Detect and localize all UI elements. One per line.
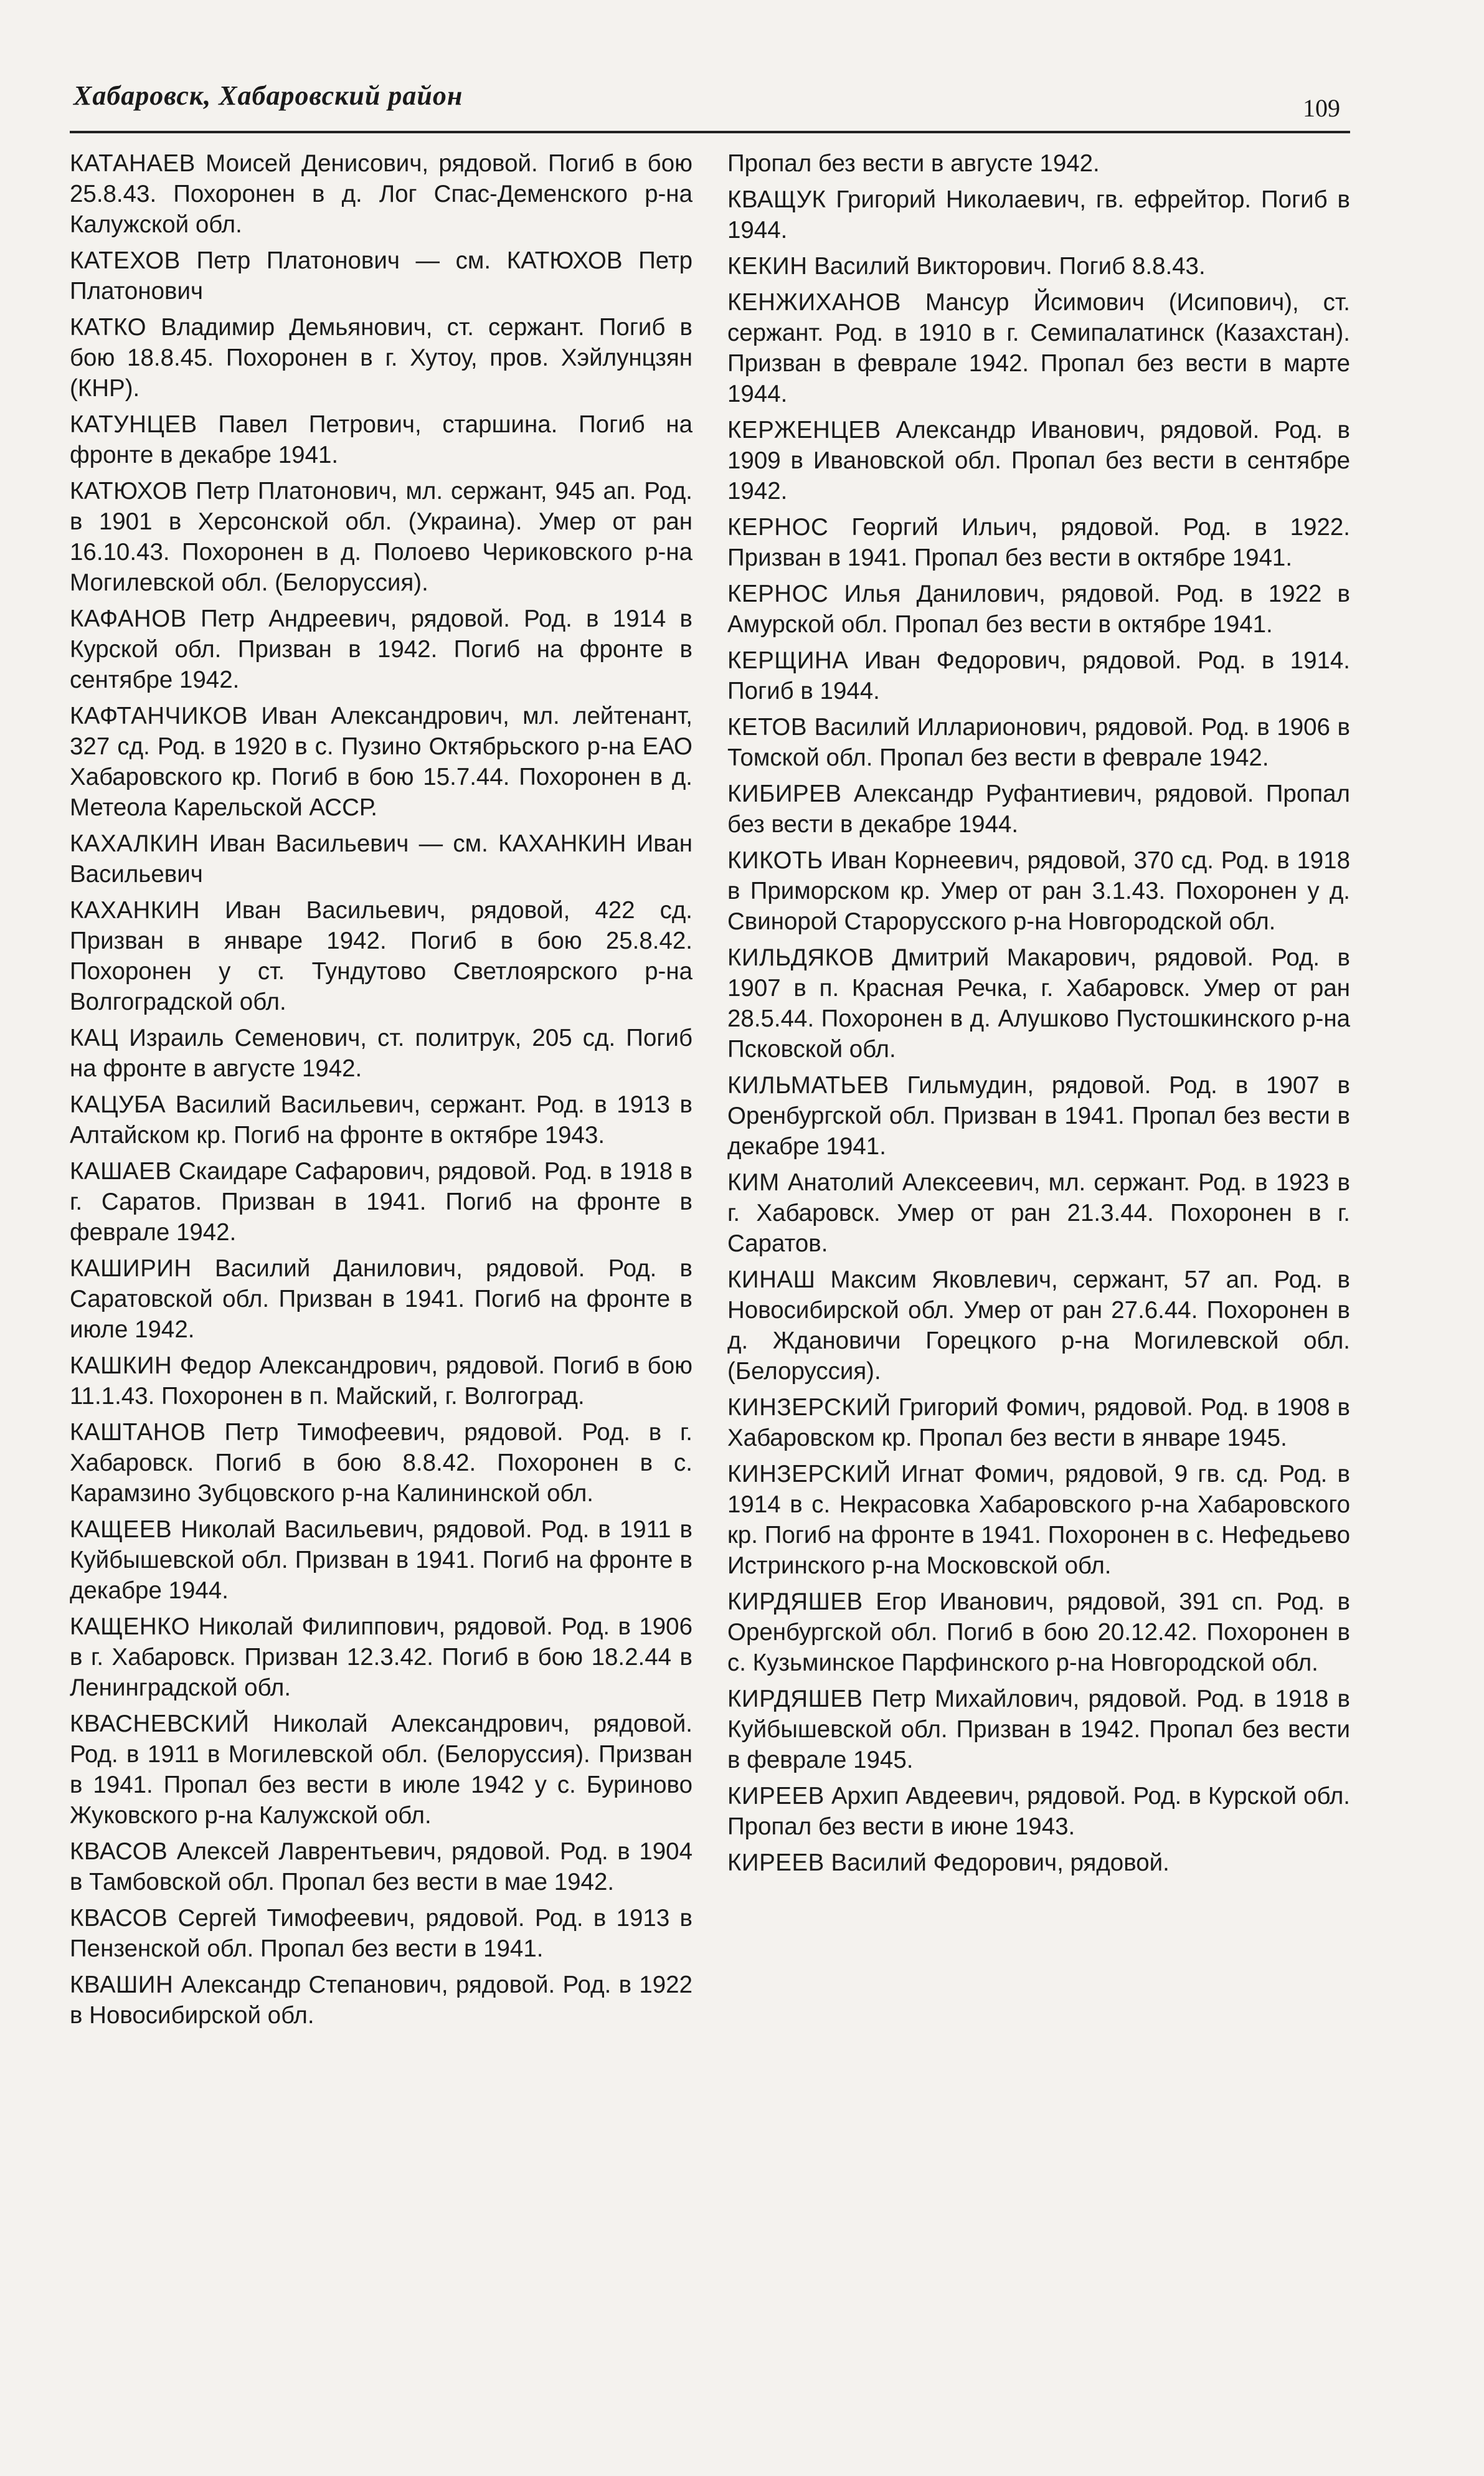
entry-surname: КВАСНЕВСКИЙ (70, 1710, 250, 1737)
entry (70, 409, 692, 470)
entry (727, 184, 1350, 245)
entry (70, 895, 692, 1017)
entry (727, 1848, 1350, 1878)
entry-text: Иван Александрович, мл. лейтенант, 327 сд. Род. в 1920 в с. Пузино Октябрьского р-на ЕАО Хабаровского кр. Погиб в бою 15.7.44. Похоронен в д. Метеола Карельской АССР. (70, 703, 692, 821)
entry (727, 1070, 1350, 1162)
entry (727, 287, 1350, 409)
entry-text: Скаидаре Сафарович, рядовой. Род. в 1918 в г. Саратов. Призван в 1941. Погиб на фронте в феврале 1942. (70, 1158, 693, 1246)
entry (727, 779, 1350, 840)
entry-surname: КЕНЖИХАНОВ (727, 289, 901, 316)
entry (727, 148, 1350, 179)
entry-surname: КАШАЕВ (70, 1158, 172, 1185)
entry-text: Павел Петрович, старшина. Погиб на фронте в декабре 1941. (70, 411, 692, 468)
entry-text: Алексей Лаврентьевич, рядовой. Род. в 1904 в Тамбовской обл. Пропал без вести в мае 1942. (70, 1838, 692, 1895)
entry-surname: КЕРЖЕНЦЕВ (727, 417, 881, 443)
entry-text: Петр Тимофеевич, рядовой. Род. в г. Хабаровск. Погиб в бою 8.8.42. Похоронен в с. Карамзино Зубцовского р-на Калининской обл. (70, 1419, 692, 1507)
entry (727, 415, 1350, 506)
entry-text: Иван Корнеевич, рядовой, 370 сд. Род. в 1918 в Приморском кр. Умер от ран 3.1.43. Похоронен у д. Свинорой Старорусского р-на Новгородской обл. (727, 847, 1350, 935)
entry (70, 1514, 692, 1606)
entry-text: Петр Платонович — см. КАТЮХОВ Петр Платонович (70, 247, 692, 305)
entry-surname: КВАСОВ (70, 1905, 168, 1932)
entry-text: Егор Иванович, рядовой, 391 сп. Род. в Оренбургской обл. Погиб в бою 20.12.42. Похоронен в с. Кузьминское Парфинского р-на Новгородской обл. (727, 1588, 1350, 1676)
entry-text: Александр Степанович, рядовой. Род. в 1922 в Новосибирской обл. (70, 1971, 692, 2029)
entry-text: Петр Платонович, мл. сержант, 945 ап. Род. в 1901 в Херсонской обл. (Украина). Умер от ран 16.10.43. Похоронен в д. Полоево Чериковского р-на Могилевской обл. (Белоруссия). (70, 478, 692, 596)
entry-text: Федор Александрович, рядовой. Погиб в бою 11.1.43. Похоронен в п. Майский, г. Волгоград. (70, 1352, 692, 1410)
entry-surname: КЕТОВ (727, 714, 808, 741)
entry-surname: КИРЕЕВ (727, 1783, 825, 1810)
entry-surname: КИНЗЕРСКИЙ (727, 1394, 891, 1421)
entry-surname: КАХАНКИН (70, 897, 201, 924)
entry-text: Николай Александрович, рядовой. Род. в 1911 в Могилевской обл. (Белоруссия). Призван в 1941. Пропал без вести в июле 1942 у с. Буриново Жуковского р-на Калужской обл. (70, 1710, 692, 1829)
entry (727, 942, 1350, 1065)
entry-surname: КАЩЕЕВ (70, 1516, 173, 1543)
entry-surname: КВАШИН (70, 1971, 174, 1998)
entry (727, 712, 1350, 773)
entry-text: Василий Васильевич, сержант. Род. в 1913 в Алтайском кр. Погиб на фронте в октябре 1943. (70, 1091, 692, 1149)
right-column (727, 148, 1350, 1884)
entry-text: Мансур Йсимович (Исипович), ст. сержант. Род. в 1910 в г. Семипалатинск (Казахстан). Призван в феврале 1942. Пропал без вести в марте 1944. (727, 289, 1350, 407)
entry (727, 1587, 1350, 1678)
running-header-title: Хабаровск, Хабаровский район (73, 80, 463, 111)
entry-surname: КАТУНЦЕВ (70, 411, 197, 438)
entry (70, 1970, 692, 2031)
entry (727, 1264, 1350, 1387)
entry-text: Иван Федорович, рядовой. Род. в 1914. Погиб в 1944. (727, 647, 1351, 704)
entry (727, 845, 1350, 937)
entry-text: Илья Данилович, рядовой. Род. в 1922 в Амурской обл. Пропал без вести в октябре 1941. (727, 581, 1350, 638)
entry-surname: КИЛЬДЯКОВ (727, 944, 874, 971)
entry-surname: КАТКО (70, 314, 147, 341)
entry (727, 1781, 1350, 1842)
entry-surname: КИРДЯШЕВ (727, 1588, 863, 1615)
page-number: 109 (1303, 94, 1340, 122)
entry-text: Архип Авдеевич, рядовой. Род. в Курской обл. Пропал без вести в июне 1943. (727, 1783, 1350, 1840)
entry-text: Николай Васильевич, рядовой. Род. в 1911 в Куйбышевской обл. Призван в 1941. Погиб на фронте в декабре 1944. (70, 1516, 692, 1604)
entry (70, 701, 692, 823)
entry (70, 1709, 692, 1831)
entry-surname: КЕРНОС (727, 514, 829, 541)
entry-text: Александр Иванович, рядовой. Род. в 1909 в Ивановской обл. Пропал без вести в сентябре 1942. (727, 417, 1350, 505)
entry-surname: КАФАНОВ (70, 605, 187, 632)
entry-text: Анатолий Алексеевич, мл. сержант. Род. в 1923 в г. Хабаровск. Умер от ран 21.3.44. Похоронен в г. Саратов. (727, 1169, 1350, 1257)
entry-text: Петр Михайлович, рядовой. Род. в 1918 в Куйбышевской обл. Призван в 1942. Пропал без вести в феврале 1945. (727, 1686, 1350, 1773)
entry (727, 1392, 1350, 1453)
entry-text: Дмитрий Макарович, рядовой. Род. в 1907 в п. Красная Речка, г. Хабаровск. Умер от ран 28.5.44. Похоронен в д. Алушково Пустошкинского р-на Псковской обл. (727, 944, 1350, 1063)
entry-text: Василий Данилович, рядовой. Род. в Саратовской обл. Призван в 1941. Погиб на фронте в июле 1942. (70, 1255, 692, 1343)
entry-surname: КИРЕЕВ (727, 1849, 825, 1876)
entry-surname: КВАСОВ (70, 1838, 168, 1865)
entry (727, 645, 1350, 706)
entry-surname: КАТАНАЕВ (70, 150, 196, 177)
entry (70, 148, 692, 240)
entry-text: Петр Андреевич, рядовой. Род. в 1914 в Курской обл. Призван в 1942. Погиб на фронте в сентябре 1942. (70, 605, 692, 693)
entry-surname: КЕКИН (727, 253, 808, 280)
entry (70, 828, 692, 889)
entry-text: Израиль Семенович, ст. политрук, 205 сд. Погиб на фронте в августе 1942. (70, 1025, 692, 1082)
entry (727, 251, 1350, 282)
entry (70, 312, 692, 404)
entry-text: Иван Васильевич, рядовой, 422 сд. Призван в январе 1942. Погиб в бою 25.8.42. Похоронен у ст. Тундутово Светлоярского р-на Волгоградской обл. (70, 897, 692, 1015)
entry (70, 1023, 692, 1084)
entry (70, 1611, 692, 1703)
entry-surname: КИНАШ (727, 1266, 816, 1293)
entry (70, 245, 692, 306)
entry-surname: КЕРЩИНА (727, 647, 849, 674)
entry-text: Иван Васильевич — см. КАХАНКИН Иван Васильевич (70, 830, 692, 888)
entry-text: Александр Руфантиевич, рядовой. Пропал без вести в декабре 1944. (727, 780, 1350, 838)
entry (727, 1459, 1350, 1581)
entry (70, 1156, 692, 1248)
header-rule (70, 131, 1350, 133)
entry-surname: КАЦУБА (70, 1091, 166, 1118)
entry-surname: КАЩЕНКО (70, 1613, 191, 1640)
entry-surname: КИБИРЕВ (727, 780, 842, 807)
entry-surname: КВАЩУК (727, 186, 826, 213)
entry-surname: КАФТАНЧИКОВ (70, 703, 248, 729)
entry-surname: КИКОТЬ (727, 847, 823, 874)
entry-text: Василий Илларионович, рядовой. Род. в 1906 в Томской обл. Пропал без вести в феврале 1942. (727, 714, 1350, 771)
entry (70, 1417, 692, 1509)
entry-surname: КЕРНОС (727, 581, 829, 607)
entry-text: Максим Яковлевич, сержант, 57 ап. Род. в Новосибирской обл. Умер от ран 27.6.44. Похоронен в д. Ждановичи Горецкого р-на Могилевской обл. (Белоруссия). (727, 1266, 1350, 1385)
entry (70, 476, 692, 598)
entry-surname: КИРДЯШЕВ (727, 1686, 863, 1712)
entry-surname: КАШКИН (70, 1352, 173, 1379)
entry-surname: КИЛЬМАТЬЕВ (727, 1072, 889, 1099)
entry-text: Игнат Фомич, рядовой, 9 гв. сд. Род. в 1914 в с. Некрасовка Хабаровского р-на Хабаровского кр. Погиб на фронте в 1941. Похоронен в с. Нефедьево Истринского р-на Московской обл. (727, 1461, 1350, 1579)
entry (727, 579, 1350, 640)
entry (70, 1089, 692, 1150)
entry-surname: КИМ (727, 1169, 780, 1196)
entry (727, 1167, 1350, 1259)
entry (70, 1253, 692, 1345)
entry-surname: КИНЗЕРСКИЙ (727, 1461, 891, 1487)
entry-text: Владимир Демьянович, ст. сержант. Погиб в бою 18.8.45. Похоронен в г. Хутоу, пров. Хэйлунцзян (КНР). (70, 314, 693, 402)
entry-text: Георгий Ильич, рядовой. Род. в 1922. Призван в 1941. Пропал без вести в октябре 1941. (727, 514, 1350, 571)
entry-surname: КАХАЛКИН (70, 830, 199, 857)
entry (70, 1903, 692, 1964)
entry-text: Григорий Николаевич, гв. ефрейтор. Погиб в 1944. (727, 186, 1350, 244)
entry-text: Николай Филиппович, рядовой. Род. в 1906 в г. Хабаровск. Призван 12.3.42. Погиб в бою 18.2.44 в Ленинградской обл. (70, 1613, 692, 1701)
entry (727, 512, 1350, 573)
entry-text: Василий Викторович. Погиб 8.8.43. (814, 253, 1206, 280)
entry-text: Григорий Фомич, рядовой. Род. в 1908 в Хабаровском кр. Пропал без вести в январе 1945. (727, 1394, 1350, 1451)
left-column (70, 148, 692, 2036)
entry-text: Пропал без вести в августе 1942. (727, 150, 1100, 177)
entry-text: Василий Федорович, рядовой. (831, 1849, 1170, 1876)
entry (727, 1684, 1350, 1775)
entry (70, 1836, 692, 1897)
entry (70, 1350, 692, 1411)
entry-text: Сергей Тимофеевич, рядовой. Род. в 1913 в Пензенской обл. Пропал без вести в 1941. (70, 1905, 692, 1962)
entry-text: Гильмудин, рядовой. Род. в 1907 в Оренбургской обл. Призван в 1941. Пропал без вести в декабре 1941. (727, 1072, 1350, 1160)
entry-surname: КАШИРИН (70, 1255, 192, 1282)
entry-surname: КАЦ (70, 1025, 119, 1051)
entry-surname: КАШТАНОВ (70, 1419, 206, 1446)
entry-surname: КАТЕХОВ (70, 247, 181, 274)
entry-surname: КАТЮХОВ (70, 478, 188, 505)
entry-text: Моисей Денисович, рядовой. Погиб в бою 25.8.43. Похоронен в д. Лог Спас-Деменского р-на Калужской обл. (70, 150, 692, 238)
entry (70, 604, 692, 695)
